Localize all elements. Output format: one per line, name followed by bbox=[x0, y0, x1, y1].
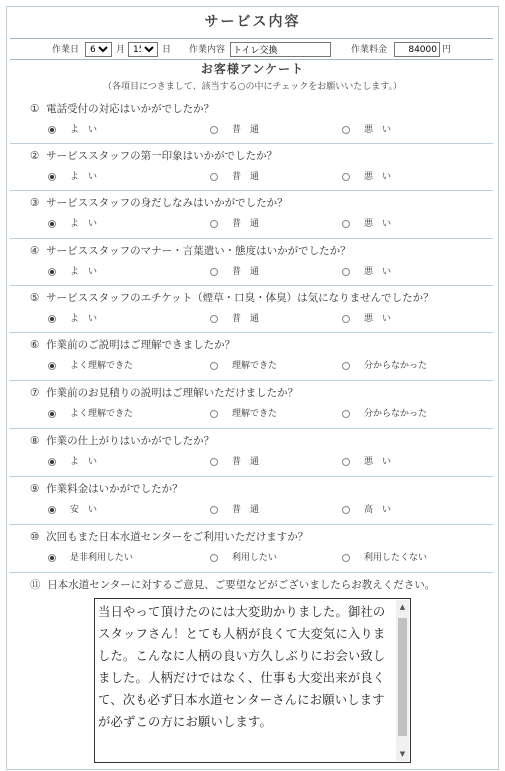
work-content-label: 作業内容 bbox=[189, 45, 226, 55]
radio-label: 是非利用したい bbox=[70, 553, 134, 563]
radio-button[interactable] bbox=[342, 362, 350, 370]
radio-option[interactable] bbox=[342, 216, 391, 229]
question-number: ⑦ bbox=[30, 387, 40, 399]
radio-label: 悪 い bbox=[364, 314, 392, 324]
service-title: サービス内容 bbox=[204, 14, 301, 30]
day-unit-label: 日 bbox=[162, 45, 172, 55]
comment-textarea[interactable] bbox=[94, 598, 411, 763]
radio-option[interactable] bbox=[210, 406, 277, 419]
question-label: 作業前のご説明はご理解できましたか？ bbox=[46, 339, 236, 351]
radio-button[interactable] bbox=[210, 506, 218, 514]
radio-label: よ い bbox=[70, 172, 98, 182]
radio-label: 普 通 bbox=[232, 125, 260, 135]
radio-label: よく理解できた bbox=[70, 409, 134, 419]
radio-button[interactable] bbox=[48, 268, 56, 276]
radio-button[interactable] bbox=[342, 173, 350, 181]
radio-option[interactable] bbox=[342, 502, 391, 515]
radio-option[interactable] bbox=[342, 122, 391, 135]
radio-label: よ い bbox=[70, 267, 98, 277]
radio-label: よ い bbox=[70, 219, 98, 229]
radio-option[interactable] bbox=[210, 550, 277, 563]
radio-option[interactable] bbox=[342, 169, 391, 182]
month-unit-label: 月 bbox=[116, 45, 126, 55]
radio-option[interactable] bbox=[210, 502, 259, 515]
question-item bbox=[10, 143, 493, 191]
radio-button[interactable] bbox=[48, 173, 56, 181]
question-item bbox=[10, 285, 493, 333]
question-text bbox=[30, 529, 308, 544]
radio-button[interactable] bbox=[48, 126, 56, 134]
radio-option[interactable] bbox=[210, 311, 259, 324]
question-text bbox=[30, 101, 214, 116]
question-label: サービススタッフの身だしなみはいかがでしたか？ bbox=[46, 197, 288, 209]
question-label: 作業の仕上がりはいかがでしたか？ bbox=[46, 435, 215, 447]
radio-option[interactable] bbox=[48, 358, 133, 371]
radio-label: 普 通 bbox=[232, 505, 260, 515]
survey-title: お客様アンケート bbox=[200, 62, 305, 76]
radio-label: 普 通 bbox=[232, 457, 260, 467]
radio-option[interactable] bbox=[342, 406, 427, 419]
scroll-thumb[interactable] bbox=[398, 618, 407, 736]
radio-option[interactable] bbox=[48, 264, 97, 277]
radio-label: 安 い bbox=[70, 505, 98, 515]
radio-label: 悪 い bbox=[364, 219, 392, 229]
question-text bbox=[30, 433, 214, 448]
question-number: ⑥ bbox=[30, 339, 40, 351]
radio-option[interactable] bbox=[210, 454, 259, 467]
radio-label: よ い bbox=[70, 457, 98, 467]
question-label: 次回もまた日本水道センターをご利用いただけますか？ bbox=[46, 531, 309, 543]
radio-label: 利用したい bbox=[232, 553, 278, 563]
question-text bbox=[30, 195, 288, 210]
question-number: ⑩ bbox=[30, 531, 40, 543]
radio-label: 普 通 bbox=[232, 172, 260, 182]
radio-option[interactable] bbox=[342, 264, 391, 277]
radio-option[interactable] bbox=[48, 406, 133, 419]
question-item bbox=[10, 190, 493, 239]
question-label: サービススタッフのマナー・言葉遣い・態度はいかがでしたか？ bbox=[46, 245, 351, 257]
question-number: ④ bbox=[30, 245, 40, 257]
radio-button[interactable] bbox=[342, 506, 350, 514]
radio-button[interactable] bbox=[342, 315, 350, 323]
radio-button[interactable] bbox=[342, 458, 350, 466]
comment-question bbox=[30, 577, 435, 592]
radio-option[interactable] bbox=[210, 358, 277, 371]
radio-option[interactable] bbox=[210, 264, 259, 277]
question-label: 作業前のお見積りの説明はご理解いただけましたか？ bbox=[46, 387, 299, 399]
radio-label: 利用したくない bbox=[364, 553, 428, 563]
question-text bbox=[30, 481, 183, 496]
radio-label: 分からなかった bbox=[364, 409, 428, 419]
radio-button[interactable] bbox=[210, 268, 218, 276]
question-number: ⑤ bbox=[30, 292, 40, 304]
work-fee-label: 作業料金 bbox=[351, 45, 388, 55]
radio-option[interactable] bbox=[48, 169, 97, 182]
radio-button[interactable] bbox=[210, 554, 218, 562]
radio-button[interactable] bbox=[342, 220, 350, 228]
radio-option[interactable] bbox=[48, 454, 97, 467]
radio-label: 普 通 bbox=[232, 219, 260, 229]
question-item bbox=[10, 476, 493, 525]
comment-text: 当日やって頂けたのには大変助かりました。御社のスタッフさん！とても人柄が良くて大変気に入りました。こんなに人柄の良い方久しぶりにお会い致しました。人柄だけではなく、仕事も大変出来が良くて、次も必ず日本水道センターさんにお願いしますが必ずこの方にお願いします。 bbox=[98, 605, 386, 729]
radio-option[interactable] bbox=[210, 216, 259, 229]
question-text: 日本水道センターに対するご意見、ご要望などがございましたらお教えください。 bbox=[47, 579, 436, 591]
question-item bbox=[10, 524, 493, 573]
radio-button[interactable] bbox=[210, 220, 218, 228]
scroll-down-arrow-icon[interactable]: ▼ bbox=[399, 750, 406, 758]
question-text bbox=[30, 385, 298, 400]
radio-option[interactable] bbox=[48, 311, 97, 324]
question-text bbox=[30, 337, 235, 352]
question-label: サービススタッフの第一印象はいかがでしたか？ bbox=[46, 150, 278, 162]
question-label: サービススタッフのエチケット（煙草・口臭・体臭）は気になりませんでしたか？ bbox=[46, 292, 434, 304]
radio-label: 分からなかった bbox=[364, 361, 428, 371]
radio-button[interactable] bbox=[48, 220, 56, 228]
radio-button[interactable] bbox=[48, 506, 56, 514]
service-info-row bbox=[10, 38, 493, 60]
question-label: 電話受付の対応はいかがでしたか？ bbox=[46, 103, 215, 115]
radio-button[interactable] bbox=[210, 173, 218, 181]
question-text bbox=[30, 290, 434, 305]
radio-button[interactable] bbox=[342, 268, 350, 276]
question-text bbox=[30, 148, 277, 163]
radio-button[interactable] bbox=[342, 410, 350, 418]
question-number: ⑧ bbox=[30, 435, 40, 447]
question-item bbox=[10, 238, 493, 286]
radio-label: 悪 い bbox=[364, 267, 392, 277]
radio-label: 高 い bbox=[364, 505, 392, 515]
question-item bbox=[10, 428, 493, 477]
radio-button[interactable] bbox=[342, 554, 350, 562]
fee-unit-label: 円 bbox=[442, 45, 452, 55]
month-select[interactable] bbox=[85, 42, 112, 57]
radio-label: 悪 い bbox=[364, 125, 392, 135]
radio-option[interactable] bbox=[342, 358, 427, 371]
question-number: ① bbox=[30, 103, 40, 115]
radio-label: よ い bbox=[70, 125, 98, 135]
day-select[interactable] bbox=[128, 42, 158, 57]
survey-note: （各項目につきまして、該当する○の中にチェックをお願いいたします。） bbox=[102, 82, 402, 92]
question-label: 作業料金はいかがでしたか？ bbox=[46, 483, 183, 495]
radio-button[interactable] bbox=[48, 315, 56, 323]
radio-label: 理解できた bbox=[232, 409, 278, 419]
work-content-input[interactable] bbox=[230, 42, 331, 57]
radio-option[interactable] bbox=[210, 169, 259, 182]
question-number: ③ bbox=[30, 197, 40, 209]
radio-label: 悪 い bbox=[364, 172, 392, 182]
radio-option[interactable] bbox=[342, 311, 391, 324]
question-number: ⑪ bbox=[30, 579, 41, 591]
radio-option[interactable] bbox=[210, 122, 259, 135]
radio-label: 普 通 bbox=[232, 267, 260, 277]
radio-button[interactable] bbox=[210, 410, 218, 418]
radio-option[interactable] bbox=[342, 550, 427, 563]
work-date-label: 作業日 bbox=[52, 45, 80, 55]
radio-button[interactable] bbox=[210, 458, 218, 466]
question-item bbox=[10, 380, 493, 429]
radio-label: 理解できた bbox=[232, 361, 278, 371]
radio-button[interactable] bbox=[210, 126, 218, 134]
scroll-up-arrow-icon[interactable]: ▲ bbox=[399, 603, 406, 611]
question-item bbox=[10, 332, 493, 381]
question-item bbox=[10, 96, 493, 144]
radio-button[interactable] bbox=[342, 126, 350, 134]
radio-button[interactable] bbox=[210, 315, 218, 323]
question-number: ② bbox=[30, 150, 40, 162]
radio-label: よ い bbox=[70, 314, 98, 324]
question-number: ⑨ bbox=[30, 483, 40, 495]
question-text bbox=[30, 243, 351, 258]
radio-button[interactable] bbox=[48, 362, 56, 370]
radio-button[interactable] bbox=[210, 362, 218, 370]
radio-option[interactable] bbox=[48, 122, 97, 135]
radio-label: 普 通 bbox=[232, 314, 260, 324]
work-fee-input[interactable] bbox=[394, 42, 440, 57]
radio-option[interactable] bbox=[48, 216, 97, 229]
radio-button[interactable] bbox=[48, 410, 56, 418]
radio-option[interactable] bbox=[48, 550, 133, 563]
radio-button[interactable] bbox=[48, 554, 56, 562]
radio-option[interactable] bbox=[342, 454, 391, 467]
comment-scrollbar[interactable] bbox=[396, 600, 409, 761]
radio-option[interactable] bbox=[48, 502, 97, 515]
radio-label: 悪 い bbox=[364, 457, 392, 467]
radio-button[interactable] bbox=[48, 458, 56, 466]
radio-label: よく理解できた bbox=[70, 361, 134, 371]
